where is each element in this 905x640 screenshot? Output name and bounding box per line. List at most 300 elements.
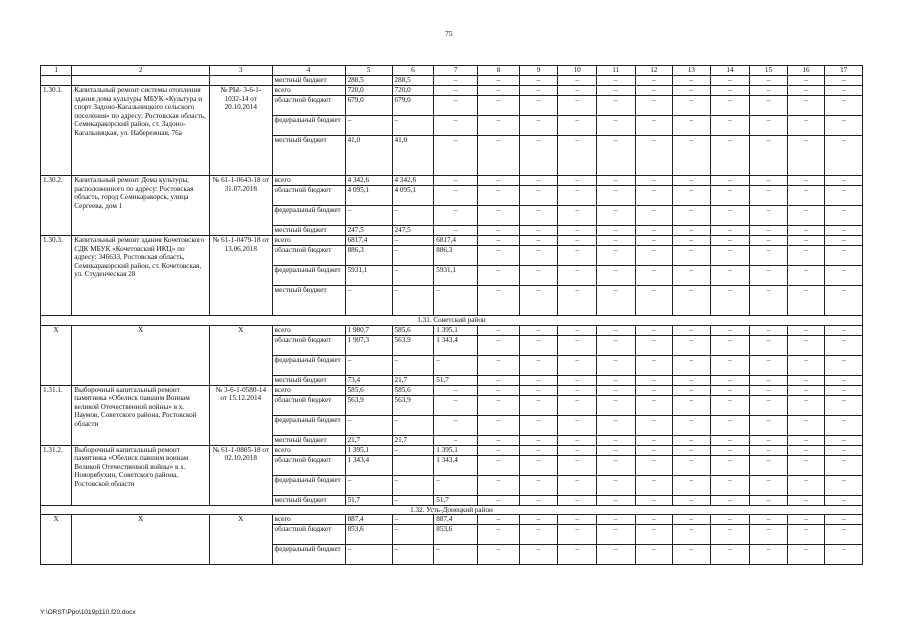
cell: 853,6 [345,525,392,545]
cell: – [825,475,863,495]
section-title: 1.31. Советский район [41,316,863,326]
cell: Выборочный капитальный ремонт памятника «Обелиск павшим воинам Великой Отечественной войны» в х. Новорябухин, Советского района, Ростовской области [72,445,210,505]
cell: – [596,266,635,286]
cell: – [635,355,673,375]
cell: – [596,236,635,246]
cell: – [345,415,392,435]
cell: № 61-1-0805-18 от 02.10.2018 [209,445,272,505]
cell: – [434,355,478,375]
cell: – [478,226,520,236]
cell: – [392,495,434,505]
cell: – [673,495,711,505]
cell: – [825,206,863,226]
cell: Х [209,325,272,385]
cell: 563,9 [392,335,434,355]
cell: – [635,286,673,316]
cell: областной бюджет [272,395,345,415]
cell: – [519,136,558,176]
cell: № 3-6-1-0580-14 от 15.12.2014 [209,385,272,445]
cell: – [825,435,863,445]
cell: – [519,246,558,266]
cell: – [478,525,520,545]
cell: – [710,266,750,286]
cell: – [825,455,863,475]
cell: – [519,495,558,505]
table-row [41,515,863,525]
cell: – [596,525,635,545]
cell: – [519,375,558,385]
cell: – [519,445,558,455]
cell: – [519,76,558,86]
cell: местный бюджет [272,76,345,86]
cell: – [787,435,825,445]
cell: – [478,236,520,246]
page-number: 75 [445,29,453,38]
cell: – [345,116,392,136]
cell: – [673,86,711,96]
cell: – [345,286,392,316]
cell: 21,7 [345,435,392,445]
cell: – [434,226,478,236]
cell: – [787,355,825,375]
cell: местный бюджет [272,375,345,385]
cell: – [673,375,711,385]
cell: областной бюджет [272,525,345,545]
cell: – [750,515,788,525]
cell: № 61-1-0643-18 от 31.07.2018 [209,176,272,236]
cell: – [750,136,788,176]
cell: – [558,325,597,335]
cell: – [635,236,673,246]
cell: 5931,1 [345,266,392,286]
cell: – [825,236,863,246]
cell: – [519,176,558,186]
cell: – [750,385,788,395]
cell: 1.30.3. [41,236,72,316]
cell: 1 907,3 [345,335,392,355]
cell: – [345,206,392,226]
cell: – [635,186,673,206]
cell: федеральный бюджет [272,206,345,226]
cell: – [478,395,520,415]
cell: – [596,355,635,375]
cell: – [710,455,750,475]
cell: – [787,475,825,495]
cell: – [478,186,520,206]
cell: – [825,116,863,136]
cell: местный бюджет [272,495,345,505]
cell: – [825,96,863,116]
cell: – [392,116,434,136]
cell: – [519,286,558,316]
cell: – [434,76,478,86]
cell: федеральный бюджет [272,116,345,136]
cell: – [392,475,434,495]
cell: – [750,86,788,96]
cell: – [710,96,750,116]
cell: – [673,116,711,136]
cell: – [825,445,863,455]
cell: – [558,545,597,565]
cell: – [596,206,635,226]
cell: – [673,226,711,236]
cell: 1.30.2. [41,176,72,236]
cell: 51,7 [434,495,478,505]
cell: 1 [41,66,72,76]
cell: 1 395,1 [345,445,392,455]
cell: – [596,545,635,565]
cell: – [635,395,673,415]
cell: – [434,395,478,415]
cell: – [434,385,478,395]
cell: – [558,375,597,385]
cell: – [673,445,711,455]
cell: – [519,206,558,226]
cell: – [596,515,635,525]
cell: 887,4 [345,515,392,525]
cell: – [710,176,750,186]
cell: 4 095,1 [392,186,434,206]
cell: – [596,86,635,96]
cell: – [434,176,478,186]
cell: – [519,226,558,236]
cell: – [710,545,750,565]
cell: – [673,76,711,86]
cell: 16 [787,66,825,76]
cell: – [519,525,558,545]
cell: Капитальный ремонт Дома культуры, расположенного по адресу: Ростовская область, город Семикаракорск, улица Сергеева, дом 1 [72,176,210,236]
cell: – [750,186,788,206]
cell: – [478,335,520,355]
cell: – [750,475,788,495]
cell: – [392,236,434,246]
cell: – [596,415,635,435]
cell: 1 343,4 [434,335,478,355]
cell: – [787,116,825,136]
cell: – [519,325,558,335]
cell: – [710,515,750,525]
cell: 288,5 [345,76,392,86]
cell: – [673,525,711,545]
cell: – [750,325,788,335]
cell: – [478,355,520,375]
cell: – [673,515,711,525]
cell: 41,0 [392,136,434,176]
cell: 1 980,7 [345,325,392,335]
cell: 886,3 [434,246,478,266]
cell: – [825,525,863,545]
cell: – [478,495,520,505]
cell: – [434,286,478,316]
cell: 247,5 [392,226,434,236]
cell: – [825,355,863,375]
cell: – [750,96,788,116]
cell: – [635,136,673,176]
cell: – [478,475,520,495]
cell: 585,6 [392,325,434,335]
cell: местный бюджет [272,286,345,316]
cell: – [825,515,863,525]
cell: – [558,385,597,395]
cell [72,76,210,86]
cell: – [596,116,635,136]
cell: – [635,385,673,395]
cell: – [478,515,520,525]
cell: – [825,246,863,266]
cell: – [478,76,520,86]
cell: – [519,435,558,445]
cell: – [519,545,558,565]
cell: – [558,236,597,246]
cell: 585,6 [392,385,434,395]
cell: – [558,495,597,505]
cell: – [825,325,863,335]
cell: 4 342,6 [345,176,392,186]
cell: – [434,86,478,96]
cell: – [673,136,711,176]
cell: – [596,76,635,86]
cell: всего [272,515,345,525]
cell: – [750,246,788,266]
cell: – [825,335,863,355]
cell: – [787,266,825,286]
cell: – [478,385,520,395]
cell: – [635,545,673,565]
cell [209,76,272,86]
cell: 247,5 [345,226,392,236]
cell: – [519,355,558,375]
cell: – [825,136,863,176]
cell: – [558,455,597,475]
cell: – [825,186,863,206]
cell: федеральный бюджет [272,266,345,286]
cell: – [750,395,788,415]
cell: – [596,375,635,385]
cell: – [434,186,478,206]
cell: 17 [825,66,863,76]
cell: – [558,395,597,415]
cell: – [635,96,673,116]
cell: – [635,76,673,86]
table-row [41,176,863,186]
cell: 5 [345,66,392,76]
cell: – [558,445,597,455]
cell: – [558,246,597,266]
cell: федеральный бюджет [272,415,345,435]
cell: – [710,246,750,266]
cell: – [596,186,635,206]
cell: – [392,545,434,565]
cell: – [750,435,788,445]
cell: – [596,286,635,316]
cell: 1 343,4 [345,455,392,475]
cell: областной бюджет [272,455,345,475]
cell: 15 [750,66,788,76]
cell: 1.30.1. [41,86,72,176]
cell: – [478,545,520,565]
cell: 21,7 [392,435,434,445]
cell: местный бюджет [272,226,345,236]
header-row [41,66,863,76]
cell: – [558,435,597,445]
cell: – [434,136,478,176]
cell: – [635,116,673,136]
cell: федеральный бюджет [272,475,345,495]
cell: – [750,335,788,355]
cell: – [750,525,788,545]
cell: – [787,286,825,316]
cell: – [750,455,788,475]
cell: всего [272,236,345,246]
cell: – [710,226,750,236]
cell: Капитальный ремонт здания Кочетовского СДК МБУК «Кочетовский ИКЦ» по адресу: 346633, Ростовская область, Семикаракорский район, ст. Кочетовская, ул. Студенческая 28 [72,236,210,316]
cell: – [787,206,825,226]
cell: – [673,96,711,116]
cell: – [673,335,711,355]
cell: – [478,266,520,286]
cell: – [750,266,788,286]
cell: – [787,375,825,385]
cell: – [596,385,635,395]
section-row [41,316,863,326]
cell: всего [272,325,345,335]
cell: – [558,96,597,116]
cell: – [710,76,750,86]
cell: – [558,136,597,176]
cell: – [558,515,597,525]
cell: – [710,355,750,375]
cell: – [434,206,478,226]
cell: – [635,455,673,475]
cell: – [710,495,750,505]
cell: – [392,286,434,316]
cell: – [558,76,597,86]
table-row [41,236,863,246]
cell: – [787,176,825,186]
cell: – [787,246,825,266]
cell: – [478,96,520,116]
cell: – [558,415,597,435]
cell: – [478,415,520,435]
cell: – [635,445,673,455]
cell: – [519,186,558,206]
cell: – [519,266,558,286]
cell: 2 [72,66,210,76]
cell: – [558,226,597,236]
cell: – [596,495,635,505]
cell: 585,6 [345,385,392,395]
cell: – [392,515,434,525]
cell: 6 [392,66,434,76]
cell: – [345,545,392,565]
cell: – [787,335,825,355]
cell: – [558,116,597,136]
table-row [41,86,863,96]
cell: всего [272,385,345,395]
cell: – [635,246,673,266]
cell: 13 [673,66,711,76]
cell: – [750,226,788,236]
cell: – [710,435,750,445]
cell: местный бюджет [272,435,345,445]
cell: – [635,206,673,226]
file-path-footer: Y:\ORST\Ppo\1019p110.f20.docx [40,609,136,616]
cell: – [710,335,750,355]
cell: – [673,435,711,445]
cell: – [673,355,711,375]
cell: 6817,4 [434,236,478,246]
cell: – [750,375,788,385]
cell: – [635,375,673,385]
cell: 3 [209,66,272,76]
cell: – [825,76,863,86]
cell: – [558,266,597,286]
cell: – [392,355,434,375]
cell: – [787,495,825,505]
cell: – [673,246,711,266]
cell: 720,0 [345,86,392,96]
cell: – [558,86,597,96]
cell: 9 [519,66,558,76]
cell: – [825,495,863,505]
cell: – [478,455,520,475]
cell: – [596,246,635,266]
cell: – [673,236,711,246]
cell: – [519,335,558,355]
cell: – [519,415,558,435]
cell: – [750,76,788,86]
cell: – [710,186,750,206]
cell: – [710,395,750,415]
cell: – [825,286,863,316]
cell: – [673,186,711,206]
cell: – [392,266,434,286]
cell: – [478,116,520,136]
section-row [41,505,863,515]
cell: – [787,395,825,415]
cell: – [787,545,825,565]
cell: 563,9 [345,395,392,415]
cell: – [787,236,825,246]
cell: 5931,1 [434,266,478,286]
cell: областной бюджет [272,246,345,266]
cell: – [750,445,788,455]
cell: – [519,96,558,116]
cell: – [710,475,750,495]
cell: местный бюджет [272,136,345,176]
cell: – [673,325,711,335]
cell: – [710,445,750,455]
cell: – [750,415,788,435]
cell: областной бюджет [272,335,345,355]
cell: 51,7 [345,495,392,505]
cell: 12 [635,66,673,76]
cell: – [596,176,635,186]
cell: Х [41,515,72,565]
cell [392,455,434,475]
cell: – [710,136,750,176]
cell: всего [272,445,345,455]
cell: 679,0 [345,96,392,116]
cell: № РЫ- 3-6-1-1032-14 от 20.10.2014 [209,86,272,176]
cell: – [825,176,863,186]
cell: – [345,355,392,375]
cell: – [750,355,788,375]
cell: – [673,455,711,475]
cell: 11 [596,66,635,76]
cell: 1 395,1 [434,325,478,335]
cell: – [825,226,863,236]
